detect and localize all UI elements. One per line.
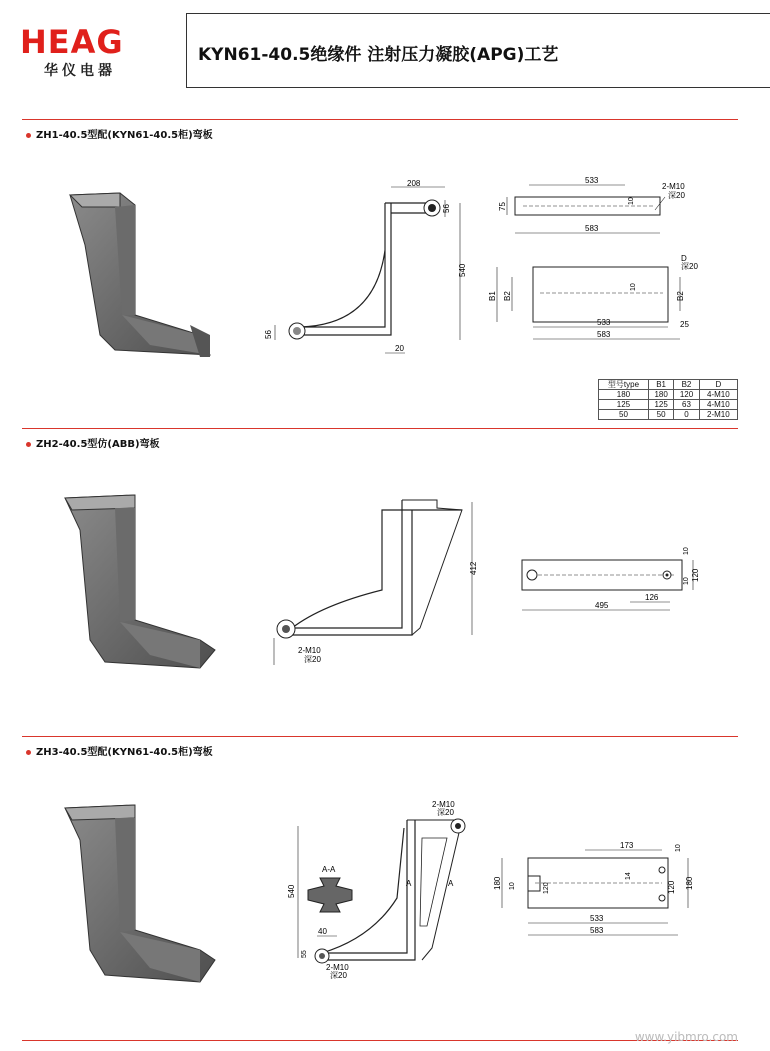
section-1-top-view: [495, 175, 705, 240]
table-header: B2: [674, 380, 699, 390]
table-cell: 4-M10: [699, 400, 737, 410]
svg-text:173: 173: [620, 841, 634, 850]
bullet-icon: [26, 442, 31, 447]
svg-text:B2: B2: [676, 291, 685, 301]
table-row: [599, 390, 738, 400]
svg-text:495: 495: [595, 601, 609, 610]
table-row: [599, 410, 738, 420]
section-1-heading: ZH1-40.5型配(KYN61-40.5柜)弯板: [26, 126, 213, 141]
svg-text:深20: 深20: [304, 655, 321, 664]
header-bottom-rule: [186, 87, 770, 88]
header-top-rule: [186, 13, 770, 14]
svg-text:深20: 深20: [437, 808, 454, 817]
svg-text:583: 583: [585, 224, 599, 233]
svg-text:56: 56: [442, 204, 451, 213]
svg-text:40: 40: [318, 927, 327, 936]
svg-text:10: 10: [628, 197, 635, 205]
svg-text:533: 533: [590, 914, 604, 923]
table-row: [599, 400, 738, 410]
watermark: www.yibmro.com: [634, 1030, 738, 1044]
svg-text:2-M10: 2-M10: [326, 963, 349, 972]
svg-text:10: 10: [630, 283, 637, 291]
svg-text:D: D: [681, 255, 687, 263]
svg-text:深20: 深20: [330, 971, 347, 980]
svg-text:583: 583: [597, 330, 611, 339]
brand-logo: HEAG: [20, 23, 124, 61]
section-3-side-view: [282, 798, 482, 983]
svg-text:208: 208: [407, 179, 421, 188]
svg-text:180: 180: [493, 876, 502, 890]
table-cell: 50: [648, 410, 673, 420]
svg-text:2-M10: 2-M10: [432, 800, 455, 809]
svg-text:10: 10: [675, 844, 682, 852]
svg-text:10: 10: [509, 882, 516, 890]
svg-text:56: 56: [264, 330, 273, 339]
svg-text:126: 126: [645, 593, 659, 602]
svg-text:B2: B2: [503, 291, 512, 301]
table-cell: 180: [599, 390, 649, 400]
table-header: B1: [648, 380, 673, 390]
section-1-plan-view: [485, 255, 705, 350]
svg-text:120: 120: [543, 882, 550, 894]
header-vertical-rule: [186, 13, 187, 88]
svg-text:2-M10: 2-M10: [662, 182, 685, 191]
spec-table: [598, 379, 738, 420]
svg-text:75: 75: [498, 202, 507, 211]
svg-text:540: 540: [458, 263, 467, 277]
svg-text:120: 120: [667, 880, 676, 894]
svg-text:583: 583: [590, 926, 604, 935]
svg-text:14: 14: [625, 872, 632, 880]
table-header-row: [599, 380, 738, 390]
table-header: 型号type: [599, 380, 649, 390]
svg-text:A: A: [448, 879, 454, 888]
section-3-top-view: [490, 838, 705, 943]
section-1-rule: [22, 119, 738, 120]
table-cell: 2-M10: [699, 410, 737, 420]
section-3-rule: [22, 736, 738, 737]
section-3-heading: ZH3-40.5型配(KYN61-40.5柜)弯板: [26, 743, 213, 758]
svg-text:A-A: A-A: [322, 865, 336, 874]
section-2-heading: ZH2-40.5型仿(ABB)弯板: [26, 435, 160, 450]
svg-text:10: 10: [683, 547, 690, 555]
svg-text:120: 120: [691, 568, 700, 582]
table-cell: 125: [599, 400, 649, 410]
table-cell: 50: [599, 410, 649, 420]
svg-text:25: 25: [680, 320, 689, 329]
bracket-2-render: [60, 490, 220, 675]
footer-rule: [22, 1040, 738, 1041]
svg-text:A: A: [406, 879, 412, 888]
bullet-icon: [26, 750, 31, 755]
table-cell: 63: [674, 400, 699, 410]
brand-subtext: 华仪电器: [44, 63, 116, 79]
svg-text:533: 533: [585, 176, 599, 185]
table-cell: 125: [648, 400, 673, 410]
bracket-3-render: [60, 800, 220, 985]
svg-text:2-M10: 2-M10: [298, 646, 321, 655]
bullet-icon: [26, 133, 31, 138]
section-2-rule: [22, 428, 738, 429]
svg-text:B1: B1: [488, 291, 497, 301]
svg-text:20: 20: [395, 344, 404, 353]
svg-text:180: 180: [685, 876, 694, 890]
table-cell: 120: [674, 390, 699, 400]
svg-text:540: 540: [287, 884, 296, 898]
svg-text:10: 10: [683, 577, 690, 585]
svg-text:533: 533: [597, 318, 611, 327]
table-cell: 4-M10: [699, 390, 737, 400]
page-title: KYN61-40.5绝缘件 注射压力凝胶(APG)工艺: [198, 45, 559, 65]
table-cell: 0: [674, 410, 699, 420]
svg-text:深20: 深20: [681, 262, 698, 271]
table-header: D: [699, 380, 737, 390]
svg-text:412: 412: [469, 561, 478, 575]
svg-text:55: 55: [301, 950, 308, 958]
section-1-side-view: [255, 175, 475, 360]
bracket-1-render: [60, 185, 220, 365]
section-2-side-view: [262, 490, 487, 675]
section-2-top-view: [510, 540, 705, 615]
svg-text:深20: 深20: [668, 191, 685, 200]
table-cell: 180: [648, 390, 673, 400]
